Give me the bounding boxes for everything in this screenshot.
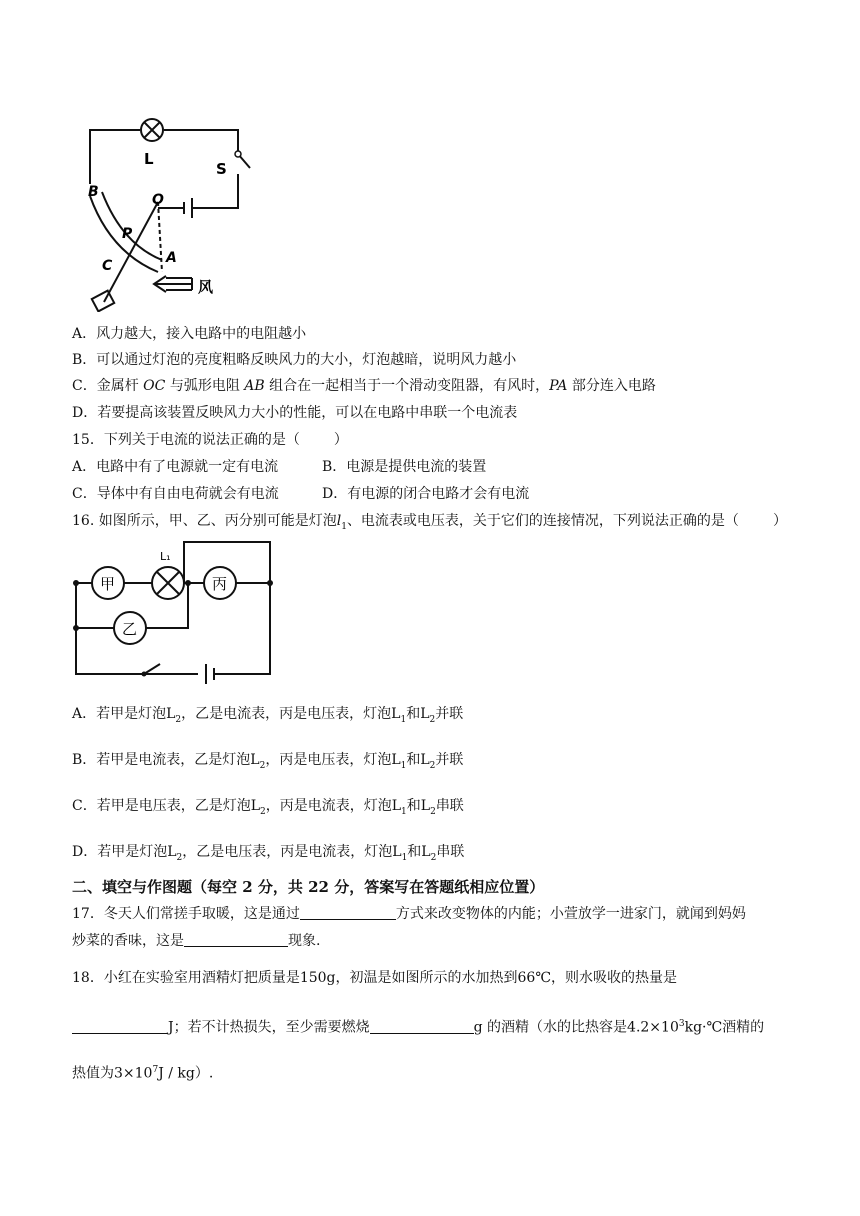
q18-line-3: 热值为$3\times 10^7J / kg$）. (72, 1065, 214, 1082)
q15-options-row2: C．导体中有自由电荷就会有电流 D．有电源的闭合电路才会有电流 (72, 486, 530, 502)
q16-option-b: B．若甲是电流表，乙是灯泡$L_2$，丙是电压表，灯泡$L_1$和$L_2$并联 (72, 752, 464, 771)
q18-line-1: 18．小红在实验室用酒精灯把质量是150g，初温是如图所示的水加热到66℃，则水吸收的热量是 (72, 970, 677, 986)
wind-arrow (154, 276, 192, 292)
label-l1: L₁ (160, 550, 171, 563)
q14-option-c: C．金属杆 OC 与弧形电阻 AB 组合在一起相当于一个滑动变阻器，有风时，PA 部分连入电路 (72, 378, 656, 394)
q17-blank-2[interactable] (184, 932, 288, 947)
label-bing: 丙 (212, 575, 228, 593)
q18-line-2: J；若不计热损失，至少需要燃烧 g 的酒精（水的比热容是$4.2\times 10^3kg\cdot℃$酒精的 (72, 1014, 764, 1038)
q18-blank-2[interactable] (370, 1019, 474, 1034)
label-b: B (88, 184, 99, 200)
section-2-heading: 二、填空与作图题（每空 2 分，共 22 分，答案写在答题纸相应位置） (72, 878, 545, 896)
q15-stem: 15．下列关于电流的说法正确的是（ ） (72, 432, 348, 448)
q14-option-a: A．风力越大，接入电路中的电阻越小 (72, 326, 307, 342)
q16-option-c: C．若甲是电压表，乙是灯泡$L_2$，丙是电流表，灯泡$L_1$和$L_2$串联 (72, 798, 464, 817)
wind-circuit-figure (82, 112, 262, 312)
label-jia: 甲 (100, 575, 116, 593)
battery-symbol (184, 198, 192, 218)
q14-option-d: D．若要提高该装置反映风力大小的性能，可以在电路中串联一个电流表 (72, 405, 518, 421)
label-a: A (166, 250, 177, 266)
q17-line-2: 炒菜的香味，这是 现象. (72, 933, 321, 949)
switch-symbol-2 (144, 664, 160, 674)
q15-options-row1: A．电路中有了电源就一定有电流 B．电源是提供电流的装置 (72, 459, 487, 475)
metal-rod (104, 202, 158, 302)
q14-option-b: B．可以通过灯泡的亮度粗略反映风力的大小，灯泡越暗，说明风力越小 (72, 352, 517, 368)
meter-circuit-figure (68, 538, 288, 688)
plate (92, 291, 114, 312)
label-s: S (216, 160, 227, 178)
label-p: P (122, 226, 133, 242)
label-o: O (152, 192, 164, 208)
label-yi: 乙 (122, 620, 138, 638)
label-wind: 风 (198, 278, 214, 296)
label-c: C (102, 258, 113, 274)
q16-option-a: A．若甲是灯泡$L_2$，乙是电流表，丙是电压表，灯泡$L_1$和$L_2$并联 (72, 706, 464, 725)
battery-symbol-2 (206, 664, 214, 684)
q17-blank-1[interactable] (300, 905, 396, 920)
q16-option-d: D．若甲是灯泡$L_2$，乙是电压表，丙是电流表，灯泡$L_1$和$L_2$串联 (72, 844, 465, 863)
q17-line-1: 17．冬天人们常搓手取暖，这是通过 方式来改变物体的内能；小萱放学一进家门，就闻到妈妈 (72, 906, 746, 922)
q18-blank-1[interactable] (72, 1019, 168, 1034)
q16-stem: 16. 如图所示，甲、乙、丙分别可能是灯泡$l_1$、电流表或电压表，关于它们的连接情况，下列说法正确的是（ ） (72, 513, 787, 532)
label-l: L (144, 150, 154, 168)
